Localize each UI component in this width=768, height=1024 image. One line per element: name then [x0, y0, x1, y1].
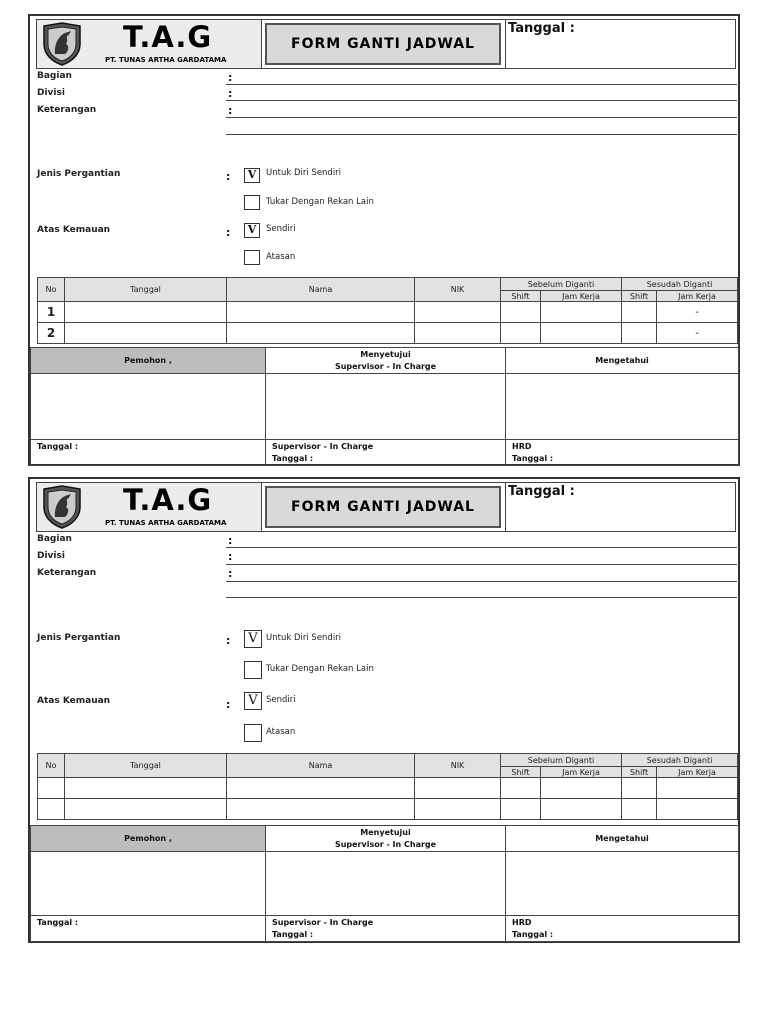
cell-jam-after[interactable]: -: [657, 323, 738, 344]
col-jam-kerja-after: Jam Kerja: [657, 767, 738, 778]
pemohon-tanggal-label: Tanggal :: [37, 918, 79, 927]
cell-tanggal[interactable]: [65, 302, 227, 323]
hrd-signature-area[interactable]: [506, 852, 739, 916]
hrd-tanggal-label: Tanggal :: [512, 930, 554, 939]
cell-tanggal[interactable]: [65, 323, 227, 344]
atas-colon: :: [226, 226, 231, 239]
jenis-pergantian-label: Jenis Pergantian: [37, 633, 121, 643]
menyetujui-label: Menyetujui: [360, 349, 411, 359]
mengetahui-header: Mengetahui: [506, 826, 739, 852]
table-row: [38, 302, 738, 323]
bagian-label: Bagian: [37, 534, 72, 544]
col-no: No: [38, 278, 65, 302]
hrd-signature-area[interactable]: [506, 374, 739, 440]
keterangan-colon: :: [228, 567, 233, 580]
atas-colon: :: [226, 698, 231, 711]
col-sesudah-diganti: Sesudah Diganti: [622, 278, 738, 291]
cell-shift-after[interactable]: [622, 799, 657, 820]
cell-shift-before[interactable]: [501, 778, 541, 799]
cell-jam-after[interactable]: [657, 799, 738, 820]
form-ganti-jadwal-2: [28, 477, 740, 943]
cell-shift-after[interactable]: [622, 302, 657, 323]
cell-jam-after[interactable]: -: [657, 302, 738, 323]
header-date-label: Tanggal :: [508, 21, 575, 36]
cell-nama[interactable]: [227, 778, 415, 799]
divisi-label: Divisi: [37, 551, 65, 561]
header-date-cell[interactable]: [505, 20, 736, 68]
cell-tanggal[interactable]: [65, 799, 227, 820]
form-ganti-jadwal-1: [28, 14, 740, 466]
atasan-label: Atasan: [266, 252, 296, 262]
shield-logo-icon: [41, 485, 83, 529]
keterangan-field-line-2[interactable]: [226, 597, 737, 598]
supervisor-signature-area[interactable]: [266, 852, 506, 916]
col-sesudah-diganti: Sesudah Diganti: [622, 754, 738, 767]
header-date-cell[interactable]: [505, 483, 736, 531]
divisi-label: Divisi: [37, 88, 65, 98]
pemohon-tanggal-label: Tanggal :: [37, 442, 79, 451]
atasan-label: Atasan: [266, 727, 296, 737]
supervisor-tanggal-label: Tanggal :: [272, 930, 314, 939]
signature-table: [30, 347, 739, 466]
pemohon-header: Pemohon ,: [31, 826, 266, 852]
hrd-tanggal-label: Tanggal :: [512, 454, 554, 463]
schedule-table: [37, 277, 738, 344]
cell-shift-before[interactable]: [501, 323, 541, 344]
cell-nama[interactable]: [227, 799, 415, 820]
row-no: 1: [38, 302, 65, 323]
col-sebelum-diganti: Sebelum Diganti: [501, 278, 622, 291]
company-name: PT. TUNAS ARTHA GARDATAMA: [105, 519, 227, 527]
jenis-colon: :: [226, 170, 231, 183]
divisi-colon: :: [228, 87, 233, 100]
tukar-rekan-label: Tukar Dengan Rekan Lain: [266, 197, 374, 207]
atas-kemauan-label: Atas Kemauan: [37, 696, 111, 706]
col-tanggal: Tanggal: [65, 754, 227, 778]
cell-jam-before[interactable]: [541, 323, 622, 344]
cell-nama[interactable]: [227, 302, 415, 323]
menyetujui-header: [266, 826, 506, 852]
company-name: PT. TUNAS ARTHA GARDATAMA: [105, 56, 227, 64]
cell-nik[interactable]: [415, 323, 501, 344]
col-shift-after: Shift: [622, 767, 657, 778]
mengetahui-header: Mengetahui: [506, 348, 739, 374]
bagian-field[interactable]: [226, 84, 737, 85]
table-row: [38, 323, 738, 344]
col-sebelum-diganti: Sebelum Diganti: [501, 754, 622, 767]
col-shift-before: Shift: [501, 767, 541, 778]
cell-shift-after[interactable]: [622, 323, 657, 344]
row-no: 2: [38, 323, 65, 344]
brand-name: T.A.G: [123, 20, 213, 54]
untuk-diri-sendiri-label: Untuk Diri Sendiri: [266, 633, 342, 643]
keterangan-colon: :: [228, 104, 233, 117]
cell-shift-before[interactable]: [501, 799, 541, 820]
tukar-rekan-checkbox[interactable]: [244, 195, 260, 210]
menyetujui-label: Menyetujui: [360, 827, 411, 837]
table-row: [38, 778, 738, 799]
sendiri-checkbox[interactable]: V: [244, 692, 262, 710]
header-date-label: Tanggal :: [508, 484, 575, 499]
tukar-rekan-label: Tukar Dengan Rekan Lain: [266, 664, 374, 674]
col-nama: Nama: [227, 754, 415, 778]
supervisor-header-label: Supervisor - In Charge: [334, 361, 437, 371]
cell-jam-after[interactable]: [657, 778, 738, 799]
tukar-rekan-checkbox[interactable]: [244, 661, 262, 679]
supervisor-footer[interactable]: [266, 916, 506, 942]
cell-shift-after[interactable]: [622, 778, 657, 799]
jenis-pergantian-label: Jenis Pergantian: [37, 169, 121, 179]
sendiri-label: Sendiri: [266, 695, 296, 705]
col-jam-kerja-before: Jam Kerja: [541, 767, 622, 778]
cell-nik[interactable]: [415, 302, 501, 323]
logo-cell: [37, 20, 262, 68]
keterangan-label: Keterangan: [37, 568, 97, 578]
form-title: FORM GANTI JADWAL: [265, 486, 501, 528]
cell-jam-before[interactable]: [541, 799, 622, 820]
supervisor-signature-area[interactable]: [266, 374, 506, 440]
untuk-diri-sendiri-label: Untuk Diri Sendiri: [266, 168, 342, 178]
hrd-footer[interactable]: [506, 916, 739, 942]
keterangan-field-line-1[interactable]: [226, 581, 737, 582]
untuk-diri-sendiri-checkbox[interactable]: V: [244, 630, 262, 648]
pemohon-header: Pemohon ,: [31, 348, 266, 374]
col-no: No: [38, 754, 65, 778]
keterangan-field-line-2[interactable]: [226, 134, 737, 135]
keterangan-label: Keterangan: [37, 105, 97, 115]
col-tanggal: Tanggal: [65, 278, 227, 302]
supervisor-header-label: Supervisor - In Charge: [334, 839, 437, 849]
menyetujui-header: [266, 348, 506, 374]
sendiri-label: Sendiri: [266, 224, 296, 234]
pemohon-signature-area[interactable]: [31, 852, 266, 916]
hrd-footer[interactable]: [506, 440, 739, 466]
row-no: [38, 799, 65, 820]
keterangan-field-line-1[interactable]: [226, 117, 737, 118]
form-header: [36, 482, 736, 532]
cell-tanggal[interactable]: [65, 778, 227, 799]
atas-kemauan-label: Atas Kemauan: [37, 225, 111, 235]
supervisor-footer-label: Supervisor - In Charge: [272, 442, 374, 451]
cell-shift-before[interactable]: [501, 302, 541, 323]
col-nik: NIK: [415, 754, 501, 778]
cell-nik[interactable]: [415, 799, 501, 820]
supervisor-footer-label: Supervisor - In Charge: [272, 918, 374, 927]
untuk-diri-sendiri-checkbox[interactable]: V: [244, 168, 260, 183]
divisi-field[interactable]: [226, 564, 737, 565]
hrd-label: HRD: [512, 442, 532, 451]
supervisor-tanggal-label: Tanggal :: [272, 454, 314, 463]
atasan-checkbox[interactable]: [244, 250, 260, 265]
atasan-checkbox[interactable]: [244, 724, 262, 742]
table-row: [38, 799, 738, 820]
cell-nik[interactable]: [415, 778, 501, 799]
bagian-field[interactable]: [226, 547, 737, 548]
cell-jam-before[interactable]: [541, 778, 622, 799]
bagian-colon: :: [228, 71, 233, 84]
col-jam-kerja-after: Jam Kerja: [657, 291, 738, 302]
sendiri-checkbox[interactable]: V: [244, 223, 260, 238]
divisi-field[interactable]: [226, 100, 737, 101]
row-no: [38, 778, 65, 799]
signature-table: [30, 825, 739, 942]
col-jam-kerja-before: Jam Kerja: [541, 291, 622, 302]
col-nik: NIK: [415, 278, 501, 302]
brand-name: T.A.G: [123, 483, 213, 517]
cell-jam-before[interactable]: [541, 302, 622, 323]
shield-logo-icon: [41, 22, 83, 66]
pemohon-footer[interactable]: [31, 440, 266, 466]
form-title: FORM GANTI JADWAL: [265, 23, 501, 65]
col-nama: Nama: [227, 278, 415, 302]
form-header: [36, 19, 736, 69]
jenis-colon: :: [226, 634, 231, 647]
divisi-colon: :: [228, 550, 233, 563]
bagian-label: Bagian: [37, 71, 72, 81]
col-shift-after: Shift: [622, 291, 657, 302]
col-shift-before: Shift: [501, 291, 541, 302]
schedule-table: [37, 753, 738, 820]
cell-nama[interactable]: [227, 323, 415, 344]
hrd-label: HRD: [512, 918, 532, 927]
pemohon-footer[interactable]: [31, 916, 266, 942]
bagian-colon: :: [228, 534, 233, 547]
pemohon-signature-area[interactable]: [31, 374, 266, 440]
logo-cell: [37, 483, 262, 531]
supervisor-footer[interactable]: [266, 440, 506, 466]
